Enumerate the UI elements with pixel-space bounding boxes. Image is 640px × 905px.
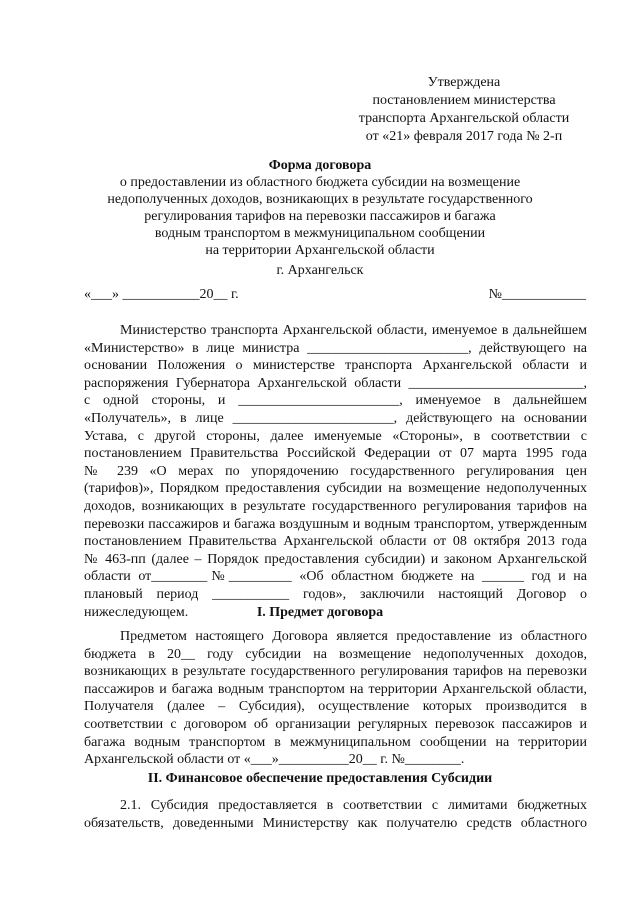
form-title-line: водным транспортом в межмуниципальном сообщении [154,226,486,241]
approval-line: постановлением министерства [372,93,556,108]
text-line: бюджета в 20__ году субсидии на возмещение недополученных доходов, [84,646,587,662]
section2-paragraph [84,797,587,832]
text-line: багажа водным транспортом в межмуниципальном сообщении на территории [84,734,587,750]
text-line: нижеследующем. [84,604,189,620]
text-line: области от________№_________ «Об областном бюджете на ______ год и на [84,569,587,585]
text-line: Министерство транспорта Архангельской области, именуемое в дальнейшем [120,323,587,338]
text-line: перевозки пассажиров и багажа воздушным и водным транспортом, утвержденным [84,516,587,532]
form-title [60,157,580,259]
text-line: 2.1. Субсидия предоставляется в соответствии с лимитами бюджетных [120,798,587,813]
section1-paragraph [84,628,587,769]
text-line: Архангельской области от «___»__________20__ г. №________. [84,752,465,768]
text-line: доходов, возникающих в результате государственного регулирования тарифов на [84,498,587,514]
form-title-line: недополученных доходов, возникающих в результате государственного [107,192,533,207]
text-line: соответствии с договором об организации регулярных перевозок пассажиров и [84,716,587,732]
text-line: № 239 «О мерах по упорядочению государственного регулирования цен [84,463,587,479]
text-line: пассажиров и багажа водным транспортом на территории Архангельской области, [84,681,587,697]
text-line: «Получатель», в лице _______________________, действующего на основании [84,410,587,426]
form-title-line: регулирования тарифов на перевозки пассажиров и багажа [144,209,496,224]
text-line: обязательств, доведенными Министерству как получателю средств областного [84,815,587,831]
text-line: Предметом настоящего Договора является предоставление из областного [120,629,587,644]
form-title-heading: Форма договора [268,158,372,173]
text-line: Получателя (далее – Субсидия), осуществление которых производится в [84,699,587,715]
section-heading: II. Финансовое обеспечение предоставления Субсидии [147,771,493,786]
contract-date: «___» ___________20__ г. [84,287,239,302]
text-line: «Министерство» в лице министра _______________________, действующего на [84,340,587,356]
text-line: возникающих в результате государственного регулирования тарифов на перевозки [84,664,587,680]
text-line: постановлением Правительства Архангельской области от 08 октября 2013 года [84,534,587,550]
section-heading: I. Предмет договора [256,605,384,620]
approval-line: транспорта Архангельской области [358,111,570,126]
text-line: плановый период ___________ годов», заключили настоящий Договор о [84,586,587,602]
preamble-paragraph [84,322,587,621]
city-name: г. Архангельск [276,263,364,278]
form-title-line: на территории Архангельской области [205,243,435,258]
form-title-line: о предоставлении из областного бюджета субсидии на возмещение [119,175,521,190]
approval-line: Утверждена [427,75,501,90]
text-line: с одной стороны, и _______________________, именуемое в дальнейшем [84,393,587,409]
text-line: № 463-пп (далее – Порядок предоставления субсидии) и законом Архангельской [84,551,587,567]
approval-line: от «21» февраля 2017 года № 2-п [365,129,563,144]
text-line: основании Положения о министерстве транспорта Архангельской области и [84,358,587,374]
text-line: распоряжения Губернатора Архангельской области _________________________, [84,375,587,391]
contract-number: №____________ [488,287,586,302]
text-line: (тарифов)», Порядком предоставления субсидии на возмещение недополученных [84,481,587,497]
text-line: постановлением Правительства Российской Федерации от 07 марта 1995 года [84,446,587,462]
approval-block [330,74,598,146]
text-line: Устава, с другой стороны, далее именуемые «Стороны», в соответствии с [84,428,587,444]
